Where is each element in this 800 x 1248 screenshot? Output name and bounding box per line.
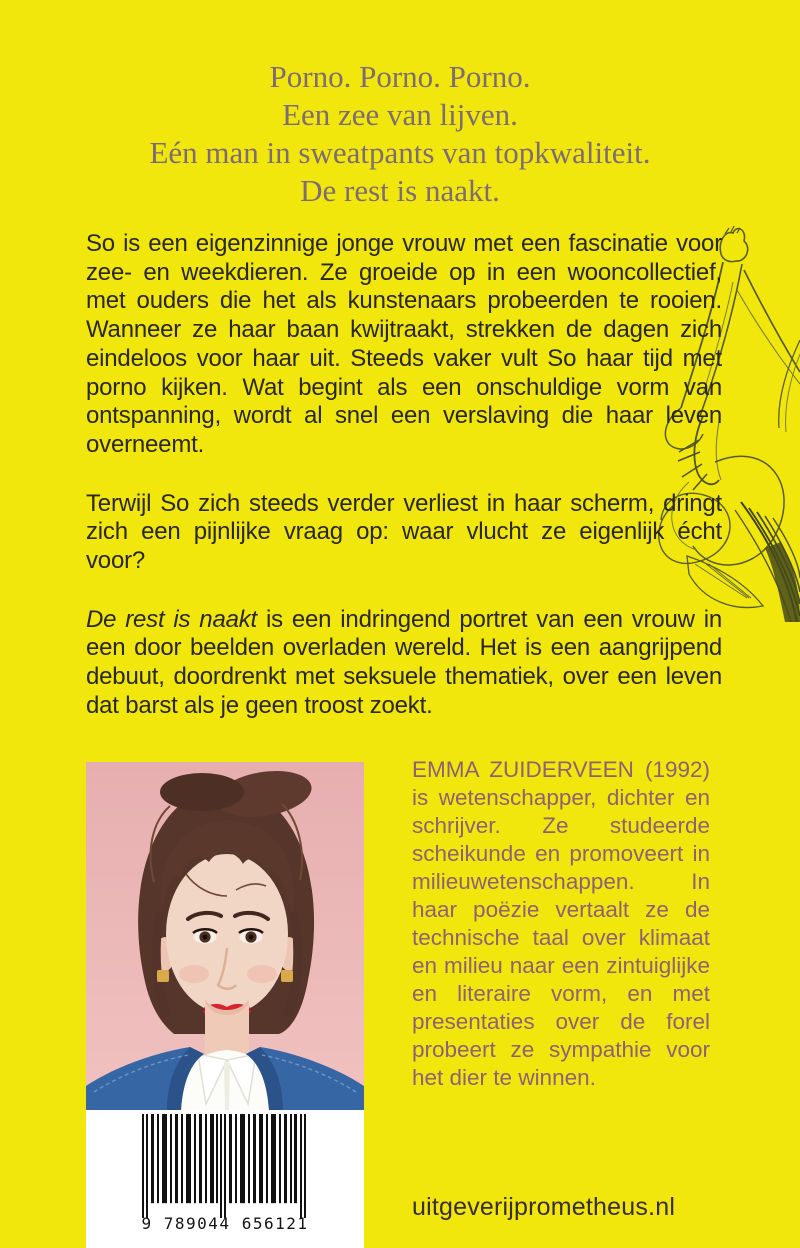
author-bio xyxy=(412,756,710,1092)
barcode-bars-graphic xyxy=(142,1114,306,1218)
author-portrait-graphic xyxy=(86,762,364,1110)
synopsis-paragraph-3 xyxy=(86,606,722,721)
tagline xyxy=(0,58,800,210)
author-name: EMMA ZUIDERVEEN (1992) xyxy=(412,757,710,782)
author-photo xyxy=(86,762,364,1110)
barcode xyxy=(86,1110,364,1248)
synopsis xyxy=(86,230,722,721)
barcode-digits: 9 789044 656121 xyxy=(141,1214,309,1233)
synopsis-closing-text: is een indringend portret van een vrouw in een door beelden overladen wereld. Het is een aangrijpend debuut, doordrenkt met seksuele thematiek, over een leven dat barst als je geen troost zoekt. xyxy=(86,605,722,719)
synopsis-paragraph-1: So is een eigenzinnige jonge vrouw met een fascinatie voor zee- en weekdieren. Ze groeide op in een wooncollectief, met ouders die het als kunstenaars probeerden te rooien. Wanneer ze haar baan kwijtraakt, strekken de dagen zich eindeloos voor haar uit. Steeds vaker vult So haar tijd met porno kijken. Wat begint als een onschuldige vorm van ontspanning, wordt al snel een verslaving die haar leven overneemt. xyxy=(86,230,722,458)
book-title-italic: De rest is naakt xyxy=(86,605,258,633)
author-bio-text: is wetenschapper, dichter en schrijver. Ze studeerde scheikunde en promoveert in milieuwetenschappen. In haar poëzie vertaalt ze de technische taal over klimaat en milieu naar een zintuiglijke en literaire vorm, en met presentaties over de forel probeert ze sympathie voor het dier te winnen. xyxy=(412,785,710,1090)
tagline-line-1: Porno. Porno. Porno. xyxy=(269,59,531,94)
synopsis-paragraph-2: Terwijl So zich steeds verder verliest in haar scherm, dringt zich een pijnlijke vraag op: waar vlucht ze eigenlijk écht voor? xyxy=(86,489,722,575)
tagline-line-2: Een zee van lijven. xyxy=(282,97,518,132)
tagline-line-4: De rest is naakt. xyxy=(300,173,500,208)
tagline-line-3: Eén man in sweatpants van topkwaliteit. xyxy=(149,135,651,170)
publisher-url: uitgeverijprometheus.nl xyxy=(412,1193,676,1221)
